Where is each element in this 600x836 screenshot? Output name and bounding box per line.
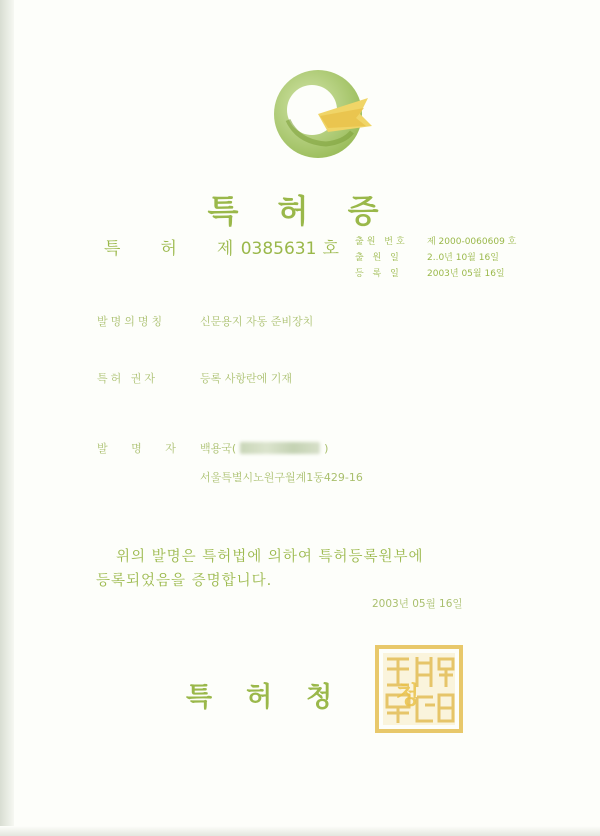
inventor-value [200, 440, 328, 456]
issue-date: 2003년 05월 16일 [372, 598, 463, 610]
scan-shadow-left [0, 0, 14, 836]
certification-line-2: 등록되었음을 증명합니다. [96, 573, 273, 589]
meta-row-application-number: 출원 번호 제 2000-0060609 호 [355, 237, 517, 247]
redacted-id [240, 442, 320, 454]
patent-number [104, 234, 339, 259]
meta-row-registration-date: 등 록 일 2003년 05월 16일 [355, 269, 505, 279]
patent-number-prefix: 특 [104, 239, 121, 259]
inventor-label: 발 명 자 [97, 442, 186, 455]
patent-number-mid: 허 [160, 239, 177, 259]
invention-title-value: 신문용지 자동 준비장치 [200, 315, 314, 328]
patent-holder-label: 특허 권자 [97, 372, 159, 385]
certification-line-1: 위의 발명은 특허법에 의하여 특허등록원부에 [116, 549, 424, 565]
patent-number-suffix: 호 [322, 239, 339, 259]
issuing-office: 특허청 [186, 682, 367, 713]
certification-statement [96, 545, 424, 593]
inventor-address: 서울특별시노원구월계1동429-16 [200, 471, 363, 484]
patent-number-label: 제 [216, 239, 234, 259]
meta-row-application-date: 출 원 일 2..0년 10월 16일 [355, 253, 499, 263]
scan-shadow-bottom [0, 826, 600, 836]
document-title: 특 허 증 [207, 192, 393, 230]
patent-number-value: 0385631 [240, 239, 317, 259]
seal-overlay-text: 청 [396, 681, 420, 709]
inventor-close: ) [324, 441, 329, 455]
invention-title-label: 발명의명칭 [97, 315, 166, 328]
inventor-name: 백용국( [200, 442, 237, 455]
government-emblem-icon [268, 62, 372, 166]
registration-meta [355, 234, 516, 282]
patent-holder-value: 등록 사항란에 기재 [200, 372, 293, 385]
